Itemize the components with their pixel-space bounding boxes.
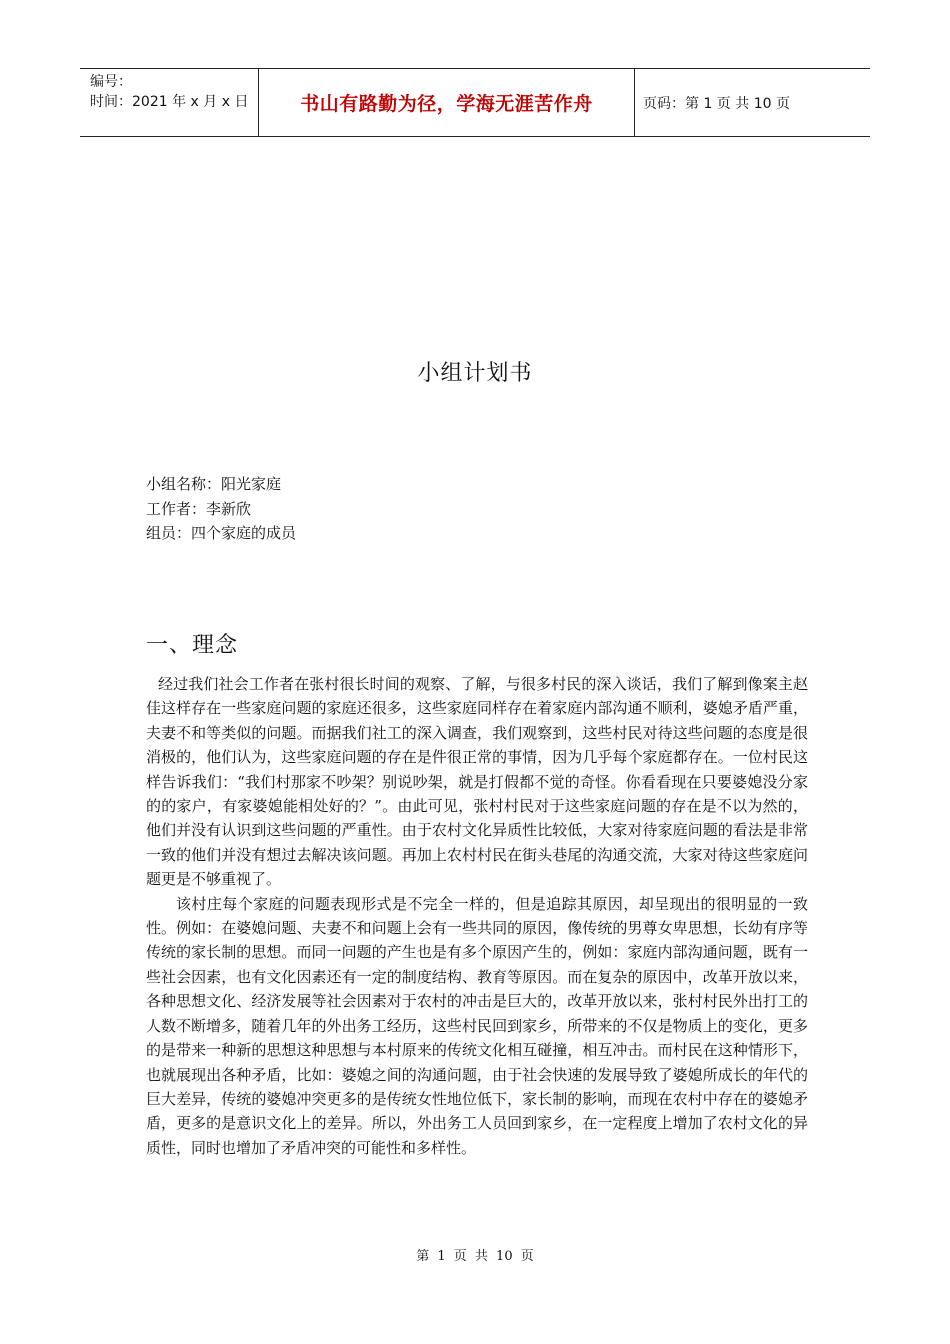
group-name: 小组名称：阳光家庭: [146, 475, 282, 493]
motto-text: 书山有路勤为径，学海无涯苦作舟: [300, 93, 593, 115]
group-info: [146, 472, 296, 546]
section-heading: 一、理念: [146, 633, 239, 658]
section-body: [146, 672, 808, 1160]
header-left-cell: [80, 69, 258, 136]
worker-name: 工作者：李新欣: [146, 499, 252, 518]
header-motto-cell: [258, 69, 635, 136]
number-label: 编号：: [90, 74, 132, 90]
paragraph: 经过我们社会工作者在张村很长时间的观察、了解，与很多村民的深入谈话，我们了解到像案主赵佳这样存在一些家庭问题的家庭还很多，这些家庭同样存在着家庭内部沟通不顺利，婆媳矛盾严重，夫妻不和等类似的问题。而据我们社工的深入调查，我们观察到，这些村民对待这些问题的态度是很消极的，他们认为，这些家庭问题的存在是件很正常的事情，因为几乎每个家庭都存在。一位村民这样告诉我们：“我们村那家不吵架？别说吵架，就是打假都不觉的奇怪。你看看现在只要婆媳没分家的的家户，有家婆媳能相处好的？”。由此可见，张村村民对于这些家庭问题的存在是不以为然的，他们并没有认识到这些问题的严重性。由于农村文化异质性比较低，大家对待家庭问题的看法是非常一致的他们并没有想过去解决该问题。再加上农村村民在街头巷尾的沟通交流，大家对待这些家庭问题更是不够重视了。: [146, 675, 808, 889]
header-page-cell: [635, 69, 870, 136]
paragraph: 该村庄每个家庭的问题表现形式是不完全一样的，但是追踪其原因，却呈现出的很明显的一致性。例如：在婆媳问题、夫妻不和问题上会有一些共同的原因，像传统的男尊女卑思想，长幼有序等传统的家长制的思想。而同一问题的产生也是有多个原因产生的，例如：家庭内部沟通问题，既有一些社会因素，也有文化因素还有一定的制度结构、教育等原因。而在复杂的原因中，改革开放以来，各种思想文化、经济发展等社会因素对于农村的冲击是巨大的，改革开放以来，张村村民外出打工的人数不断增多，随着几年的外出务工经历，这些村民回到家乡，所带来的不仅是物质上的变化，更多的是带来一种新的思想这种思想与本村原来的传统文化相互碰撞，相互冲击。而村民在这种情形下，也就展现出各种矛盾，比如：婆媳之间的沟通问题，由于社会快速的发展导致了婆媳所成长的年代的巨大差异，传统的婆媳冲突更多的是传统女性地位低下，家长制的影响，而现在农村中存在的婆媳矛盾，更多的是意识文化上的差异。所以，外出务工人员回到家乡，在一定程度上增加了农村文化的异质性，同时也增加了矛盾冲突的可能性和多样性。: [146, 894, 808, 1157]
group-members: 组员：四个家庭的成员: [146, 524, 297, 542]
page-footer: 第 1 页 共 10 页: [416, 1249, 534, 1264]
document-header: [80, 68, 870, 137]
date-label: 时间：2021 年 x 月 x 日: [90, 94, 249, 110]
document-title: 小组计划书: [417, 361, 533, 386]
page-info: 页码：第 1 页 共 10 页: [643, 95, 790, 112]
